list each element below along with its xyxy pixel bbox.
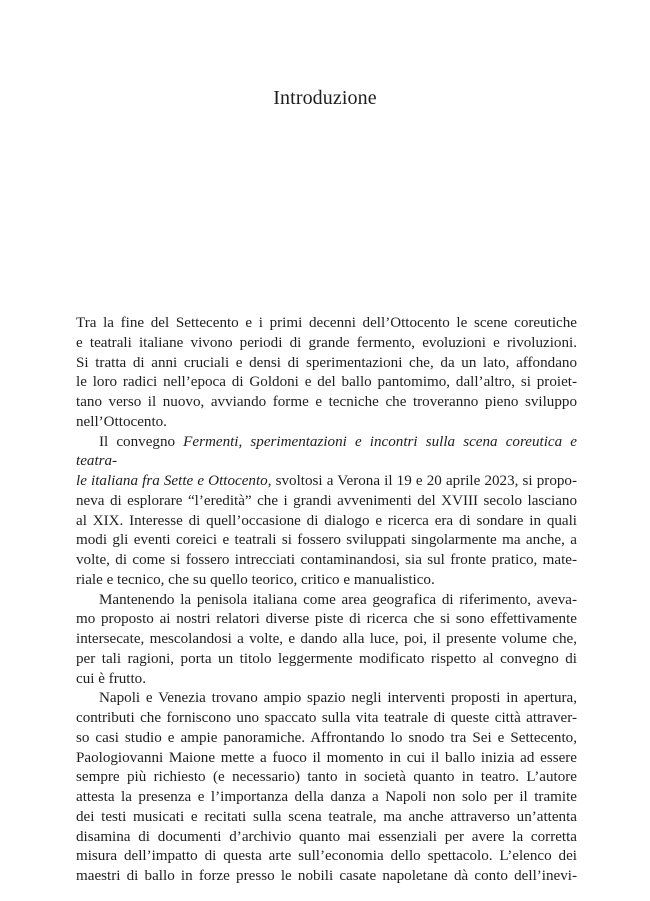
text-line: per tali ragioni, porta un titolo leggermente modificato rispetto al convegno di	[76, 650, 577, 667]
text-line: attesta la presenza e l’importanza della danza a Napoli non solo per il tramite	[76, 789, 577, 805]
text-line: Paologiovanni Maione mette a fuoco il momento in cui il ballo inizia ad essere	[76, 749, 577, 766]
text-line: Si tratta di anni cruciali e densi di sperimentazioni che, da un lato, affondano	[76, 354, 577, 371]
text-line: modi gli eventi coreici e teatrali si fossero sviluppati singolarmente ma anche, a	[76, 532, 577, 549]
text-line: intersecate, mescolandosi a volte, e dando alla luce, poi, il presente volume che,	[76, 631, 577, 647]
text-line: Napoli e Venezia trovano ampio spazio negli interventi proposti in apertura,	[99, 690, 577, 707]
book-title-italic: le italiana fra Sette e Ottocento	[76, 473, 268, 489]
text-line: Mantenendo la penisola italiana come area geografica di riferimento, aveva-	[99, 591, 577, 608]
paragraph-2	[76, 433, 577, 591]
text-line: Tra la fine del Settecento e i primi decenni dell’Ottocento le scene coreutiche	[76, 315, 577, 331]
paragraph-3	[76, 591, 577, 690]
text-line: dei testi musicati e recitati sulla scena teatrale, ma anche attraverso un’attenta	[76, 808, 577, 825]
text-line: contributi che forniscono uno spaccato sulla vita teatrale di queste città attraver-	[76, 710, 577, 726]
text-line	[76, 433, 577, 473]
page-title: Introduzione	[273, 87, 377, 109]
text-segment: , svoltosi a Verona il 19 e 20 aprile 2023, si propo-	[267, 473, 578, 489]
text-line: disamina di documenti d’archivio quanto mai essenziali per avere la corretta	[76, 828, 577, 845]
book-title-italic: Fermenti, sperimentazioni e incontri sulla scena coreutica e teatra-	[76, 433, 577, 470]
paragraph-1	[76, 314, 577, 433]
text-segment: Il convegno	[99, 433, 184, 450]
text-line: maestri di ballo in forze presso le nobili casate napoletane dà conto dell’inevi-	[76, 868, 577, 884]
text-line: so casi studio e ampie panoramiche. Affrontando lo snodo tra Sei e Settecento,	[76, 729, 577, 746]
text-line: misura dell’impatto di questa arte sull’economia dello spettacolo. L’elenco dei	[76, 848, 577, 865]
text-line: e teatrali italiane vivono periodi di grande fermento, evoluzioni e rivoluzioni.	[76, 334, 577, 351]
text-line: cui è frutto.	[76, 670, 146, 687]
body-text	[76, 314, 577, 887]
text-line: le loro radici nell’epoca di Goldoni e del ballo pantomimo, dall’altro, si proiet-	[76, 374, 577, 391]
text-line: neva di esplorare “l’eredità” che i grandi avvenimenti del XVIII secolo lasciano	[76, 492, 577, 509]
text-line: al XIX. Interesse di quell’occasione di dialogo e ricerca era di sondare in quali	[76, 512, 577, 529]
text-line: riale e tecnico, che su quello teorico, critico e manualistico.	[76, 571, 435, 588]
text-line	[76, 472, 577, 492]
text-line: nell’Ottocento.	[76, 413, 167, 430]
text-line: sempre più richiesto (e necessario) tanto in società quanto in teatro. L’autore	[76, 769, 577, 786]
text-line: volte, di come si fossero intrecciati contaminandosi, sia sul fronte pratico, mate-	[76, 552, 577, 568]
paragraph-4	[76, 689, 577, 887]
text-line: tano verso il nuovo, avviando forme e tecniche che troveranno pieno sviluppo	[76, 394, 577, 410]
text-line: mo proposto ai nostri relatori diverse piste di ricerca che si sono effettivamente	[76, 611, 577, 628]
